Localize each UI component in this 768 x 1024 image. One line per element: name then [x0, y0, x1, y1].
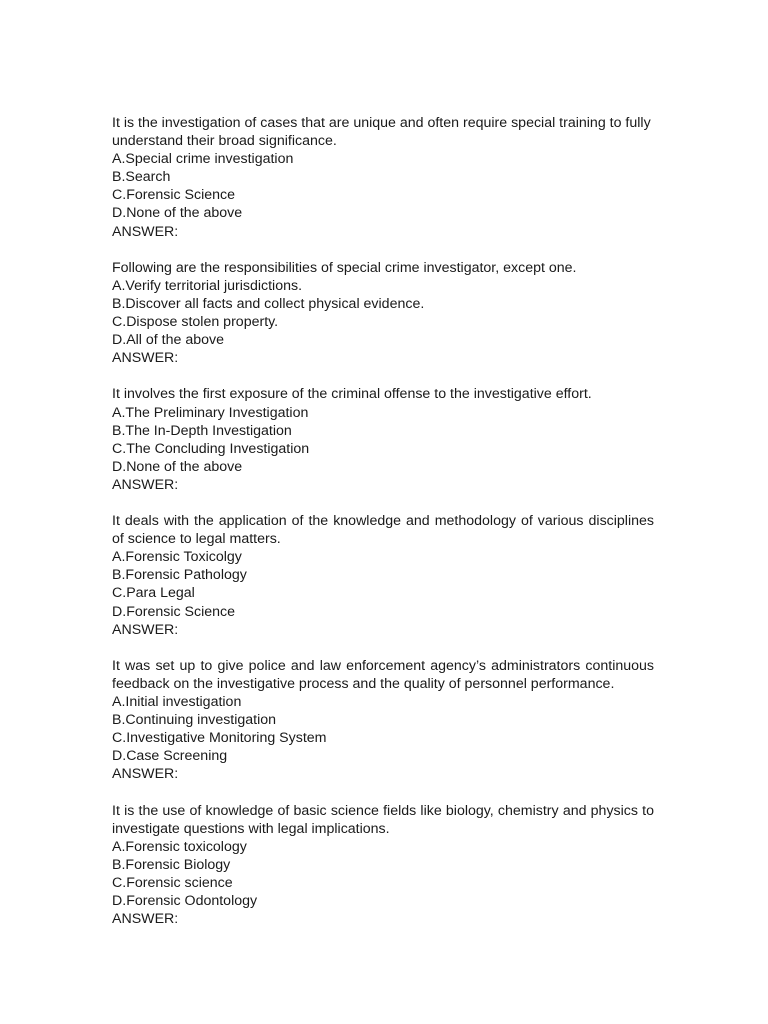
answer-label: ANSWER:: [112, 766, 179, 783]
option-d: D.Forensic Odontology: [112, 893, 258, 910]
option-c: C.Investigative Monitoring System: [112, 730, 327, 747]
option-a: A.Initial investigation: [112, 694, 242, 710]
question-1: [112, 114, 654, 241]
option-a: A.Special crime investigation: [112, 151, 294, 168]
option-b: B.Search: [112, 169, 171, 186]
question-list: [112, 114, 654, 946]
option-a: A.Forensic Toxicolgy: [112, 549, 242, 566]
option-d: D.Case Screening: [112, 748, 228, 765]
question-stem: It involves the first exposure of the criminal offense to the investigative effort.: [112, 386, 592, 403]
question-stem: It is the use of knowledge of basic science fields like biology, chemistry and physics to investigate questions with legal implications.: [112, 802, 654, 837]
option-c: C.Dispose stolen property.: [112, 314, 279, 331]
question-stem: It was set up to give police and law enforcement agency’s administrators continuous feedback on the investigative process and the quality of personnel performance.: [112, 657, 654, 692]
option-a: A.Forensic toxicology: [112, 838, 247, 855]
option-b: B.Forensic Pathology: [112, 567, 247, 584]
option-a: A.The Preliminary Investigation: [112, 404, 309, 421]
option-c: C.Para Legal: [112, 585, 195, 602]
option-d: D.None of the above: [112, 458, 243, 475]
question-3: [112, 385, 654, 494]
option-b: B.Discover all facts and collect physical evidence.: [112, 295, 425, 312]
option-c: C.Forensic science: [112, 874, 233, 891]
question-6: [112, 802, 654, 929]
option-b: B.Continuing investigation: [112, 712, 277, 729]
option-d: D.Forensic Science: [112, 603, 236, 620]
answer-label: ANSWER:: [112, 350, 179, 367]
question-stem: It deals with the application of the knowledge and methodology of various disciplines of science to legal matters.: [112, 513, 654, 548]
option-b: B.The In-Depth Investigation: [112, 422, 292, 439]
option-a: A.Verify territorial jurisdictions.: [112, 277, 303, 294]
answer-label: ANSWER:: [112, 476, 179, 493]
option-c: C.The Concluding Investigation: [112, 440, 310, 457]
question-5: [112, 657, 654, 784]
question-stem: It is the investigation of cases that are unique and often require special training to fully understand their broad significance.: [112, 115, 651, 150]
option-b: B.Forensic Biology: [112, 856, 231, 873]
answer-label: ANSWER:: [112, 621, 179, 638]
answer-label: ANSWER:: [112, 911, 179, 928]
question-stem: Following are the responsibilities of special crime investigator, except one.: [112, 259, 577, 276]
option-d: D.None of the above: [112, 205, 243, 222]
answer-label: ANSWER:: [112, 223, 179, 240]
question-4: [112, 512, 654, 639]
question-2: [112, 259, 654, 368]
option-c: C.Forensic Science: [112, 187, 236, 204]
option-d: D.All of the above: [112, 332, 224, 349]
